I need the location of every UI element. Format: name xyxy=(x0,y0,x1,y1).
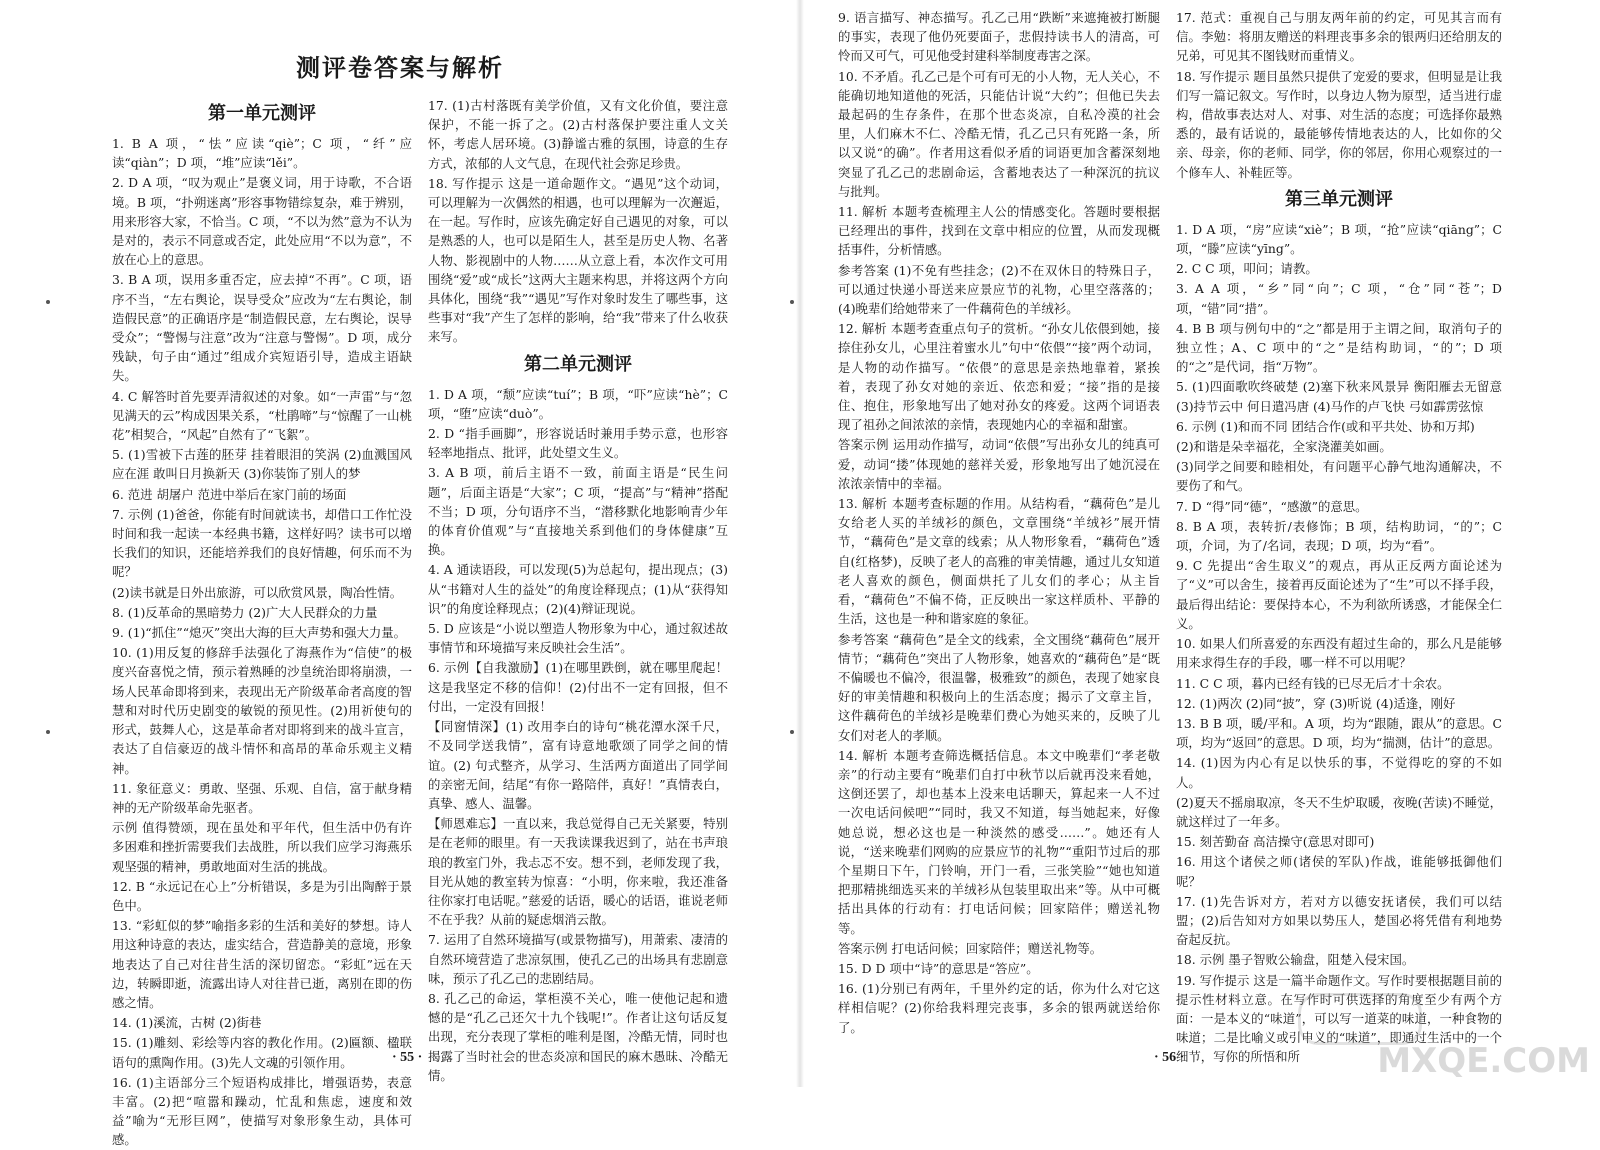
answer-item: 9. 语言描写、神态描写。孔乙己用“跌断”来遮掩被打断腿的事实，表现了他仍死要面子，悲假持读书人的清高，可怜而又可气，可见他受封建科举制度毒害之深。 xyxy=(838,10,1160,64)
answer-item: (2)夏天不摇扇取凉，冬天不生炉取暖，夜晚(苦读)不睡觉，就这样过了一年多。 xyxy=(1176,794,1502,829)
answer-item: 15. D D 项中“诗”的意思是“答应”。 xyxy=(838,960,1039,976)
answer-item: 9. (1)“抓住”“熄灭”突出大海的巨大声势和强大力量。 xyxy=(112,625,407,641)
answer-item: 1. D A 项，“颓”应读“tuí”；B 项，“吓”应读“hè”；C 项，“堕”应读“duò”。 xyxy=(428,386,728,421)
answer-item: 1. D A 项，“房”应读“xiè”；B 项，“抢”应读“qiāng”；C 项，“滕”应读“yīng”。 xyxy=(1176,221,1502,257)
right-column-2 xyxy=(1176,8,1502,1065)
answer-item: 11. 解析 本题考查梳理主人公的情感变化。答题时要根据已经理出的事件，找到在文章中相应的位置，从而发现概括事件，分析情感。 xyxy=(838,204,1160,258)
left-page xyxy=(0,0,800,1148)
answer-item: 10. 不矛盾。孔乙己是个可有可无的小人物，无人关心，不能确切地知道他的死活，只能估计说“大约”；但他已失去最起码的生存条件，在那个世态炎凉，自私冷漠的社会里，人们麻木不仁、冷酷无情，孔乙己只有死路一条，所以又说“的确”。作者用这看似矛盾的词语更加含蓄深刻地突显了孔乙己的悲剧命运，含蓄地表达了一种深沉的抗议与批判。 xyxy=(838,68,1160,199)
answer-item: 答案示例 打电话问候；回家陪伴；赠送礼物等。 xyxy=(838,940,1103,956)
answer-item: 3. A B 项，前后主语不一致，前面主语是“民生问题”，后面主语是“大家”；C 项，“提高”与“精神”搭配不当；D 项，分句语序不当，“潜移默化地影响青少年的体育价值观”与“直接地关系到他们的身体健康”互换。 xyxy=(428,465,728,558)
answer-item: 3. A A 项，“乡”同“向”；C 项，“仓”同“苍”；D 项，“错”同“措”。 xyxy=(1176,281,1502,316)
answer-item: 10. (1)用反复的修辞手法强化了海燕作为“信使”的极度兴奋喜悦之情，预示着熟睡的沙皇统治即将崩溃，一场人民革命即将到来，表现出无产阶级革命者高度的智慧和对时代历史剧变的敏锐的预见性。(2)用祈使句的形式，鼓舞人心，这是革命者对即将到来的战斗宣言，表达了自信豪迈的战斗情怀和高昂的革命乐观主义精神。 xyxy=(112,645,412,776)
answer-item: 17. 范式：重视自己与朋友两年前的约定，可见其言而有信。李勉：将朋友赠送的料理丧事多余的银两归还给朋友的兄弟，可见其不图钱财而重情义。 xyxy=(1176,10,1502,64)
answer-item: 参考答案 (1)不免有些挂念；(2)不在双休日的特殊日子，可以通过快递小哥送来应景应节的礼物，心里空落落的；(4)晚辈们给她带来了一件藕荷色的羊绒衫。 xyxy=(838,262,1160,317)
right-page xyxy=(800,0,1600,1087)
margin-dot xyxy=(46,300,50,304)
answer-item: 16. (1)分别已有两年，千里外约定的话，你为什么对它这样相信呢？(2)你给我料理完丧事，多余的银两就送给你了。 xyxy=(838,981,1160,1035)
page-number: · 56 · xyxy=(1154,1050,1185,1065)
left-column-2 xyxy=(428,96,728,1083)
answer-item: 15. (1)雕刻、彩绘等内容的教化作用。(2)匾额、楹联语句的熏陶作用。(3)先人文魂的引领作用。 xyxy=(112,1035,412,1070)
answer-item: 9. C 先提出“舍生取义”的观点，再从正反两方面论述为了“义”可以舍生，接着再反面论述为了“生”可以不择手段，最后得出结论：要保持本心，不为利欲所诱惑，才能保全仁义。 xyxy=(1176,558,1502,631)
answer-item: 7. D “得”同“德”，“感激”的意思。 xyxy=(1176,498,1368,514)
answer-item: 1. B A 项，“怯”应读“qiè”；C 项，“纤”应读“qiàn”；D 项，“堆”应读“lěi”。 xyxy=(112,136,412,171)
margin-dot xyxy=(790,300,794,304)
answer-item: 17. (1)古村落既有美学价值，又有文化价值，要注意保护，不能一拆了之。(2)古村落保护要注重人文关怀，考虑人居环境。(3)静谧古雅的氛围，诗意的生存方式，浓郁的人文气息，在现代社会弥足珍贵。 xyxy=(428,98,728,171)
watermark: MXQE.COM xyxy=(1377,1041,1590,1081)
answer-item: (2)和谐是朵幸福花，全家浇灌美如画。 xyxy=(1176,439,1392,455)
answer-item: 19. 写作提示 这是一篇半命题作文。写作时要根据题目前的提示性材料立意。在写作时可供选择的角度至少有两个方面：一是本义的“味道”，可以写一道菜的味道，一种食物的味道；二是比喻义或引申义的“味道”，即通过生活中的一个细节，写你的所悟和所 xyxy=(1176,972,1502,1065)
margin-dot xyxy=(790,730,794,734)
answer-item: 7. 运用了自然环境描写(或景物描写)，用萧索、凄清的自然环境营造了悲凉氛围，使孔乙己的出场具有悲剧意味，预示了孔乙己的悲剧结局。 xyxy=(428,932,728,986)
answer-item: 5. D 应该是“小说以塑造人物形象为中心，通过叙述故事情节和环境描写来反映社会生活”。 xyxy=(428,621,728,656)
answer-item: 13. “彩虹似的梦”喻指多彩的生活和美好的梦想。诗人用这种诗意的表达，虚实结合，营造静美的意境，形象地表达了自己对往昔生活的深切留恋。“彩虹”远在天边，转瞬即逝，流露出诗人对往昔已逝，离别在即的伤感之情。 xyxy=(112,918,412,1010)
answer-item: 2. D “指手画脚”，形容说话时兼用手势示意，也形容轻率地指点、批评，此处望文生义。 xyxy=(428,426,728,461)
answer-item: 7. 示例 (1)爸爸，你能有时间就读书，却借口工作忙没时间和我一起读一本经典书籍，这样好吗？读书可以增长我们的知识，还能培养我们的良好情趣，何乐而不为呢？ xyxy=(112,506,412,580)
answer-item: 16. (1)主语部分三个短语构成排比，增强语势，表意丰富。(2)把“喧嚣和躁动，忙乱和焦虑，速度和效益”喻为“无形巨网”，使描写对象形象生动，具体可感。 xyxy=(112,1074,412,1148)
answer-item: 3. B A 项，误用多重否定，应去掉“不再”。C 项，语序不当，“左右舆论，误导受众”应改为“左右舆论，制造假民意”的正确语序是“制造假民意，左右舆论，误导受众”；“警惕与注意”改为“注意与警惕”。D 项，成分残缺，句子由“通过”组成介宾短语引导，造成主语缺失。 xyxy=(112,272,412,384)
answer-item: 6. 示例【自我激励】(1)在哪里跌倒，就在哪里爬起！这是我坚定不移的信仰！(2)付出不一定有回报，但不付出，一定没有回报！ xyxy=(428,660,728,714)
answer-item: 18. 写作提示 题目虽然只提供了宠爱的要求，但明显是让我们写一篇记叙文。写作时，以身边人物为原型，适当进行虚构，借故事表达对人、对事、对生活的态度；可选择你最熟悉的，最有话说的，最能够传情地表达的人，比如你的父亲、母亲，你的老师、同学，你的邻居，你用心观察过的一个修车人、补鞋匠等。 xyxy=(1176,68,1502,180)
watermark-logo xyxy=(1298,993,1422,1045)
answer-item: 13. B B 项，暖/平和。A 项，均为“跟随，跟从”的意思。C 项，均为“返回”的意思。D 项，均为“揣测，估计”的意思。 xyxy=(1176,715,1502,751)
answer-item: 示例 值得赞颂，现在虽处和平年代，但生活中仍有许多困难和挫折需要我们去战胜，所以我们应学习海燕乐观坚强的精神，勇敢地面对生活的挑战。 xyxy=(112,820,412,874)
answer-item: 4. C 解答时首先要弄清叙述的对象。如“一声雷”与“忽见满天的云”构成因果关系，“杜鹃啼”与“惊醒了一山桃花”相契合，“风起”自然有了“飞絮”。 xyxy=(112,388,412,443)
answer-item: 15. 刻苦勤奋 高洁操守(意思对即可) xyxy=(1176,834,1375,850)
answer-item: 18. 写作提示 这是一道命题作文。“遇见”这个动词，可以理解为一次偶然的相遇，也可以理解为一次邂逅，在一起。写作时，应该先确定好自己遇见的对象，可以是熟悉的人，也可以是陌生人，甚至是历史人物、名著人物、影视剧中的人物……从立意上看，本次作文可用围绕“爱”或“成长”这两大主题来构思，并将这两个方向具体化，围绕“我”“遇见”写作对象时发生了哪些事，这些事对“我”产生了怎样的影响，给“我”带来了什么收获来写。 xyxy=(428,175,728,345)
answer-item: 4. B B 项与例句中的“之”都是用于主谓之间，取消句子的独立性；A、C 项中的“之”是结构助词，“的”；D 项的“之”是代词，指“万物”。 xyxy=(1176,320,1502,375)
answer-item: 【师恩难忘】一直以来，我总觉得自己无关紧要，特别是在老师的眼里。有一天我读课我迟到了，站在书声琅琅的教室门外，我忐忑不安。想不到，老师发现了我，目光从她的教室转为惊喜：“小明，你来啦，我还准备往你家打电话呢。”慈爱的话语，暖心的话语，谁说老师不在乎我？从前的疑虑烟消云散。 xyxy=(428,816,728,928)
answer-item: 14. (1)因为内心有足以快乐的事，不觉得吃的穿的不如人。 xyxy=(1176,755,1502,790)
answer-item: 14. 解析 本题考查筛选概括信息。本文中晚辈们“孝老敬亲”的行动主要有“晚辈们自打中秋节以后就再没来看她，这倒还罢了，却也基本上没来电话聊天，算起来一人不过一次电话问候吧”“同时，我又不知道，每当她起来，好像她总说，想必这也是一种淡然的感受……”。她还有人说，“送来晚辈们网购的应景应节的礼物”“重阳节过后的那个星期日下午，门铃响，开门一看，三张笑脸”“她也知道把那精挑细选买来的羊绒衫从包装里取出来”等。从中可概括出具体的行动有：打电话问候；回家陪伴；赠送礼物等。 xyxy=(838,747,1160,936)
answer-item: 8. 孔乙己的命运，掌柜漠不关心，唯一使他记起和遗憾的是“孔乙己还欠十九个钱呢!”。作者让这句话反复出现，充分表现了掌柜的唯利是图，冷酷无情，同时也揭露了当时社会的世态炎凉和国民的麻木愚昧、冷酷无情。 xyxy=(428,990,728,1083)
answer-item: 5. (1)四面歌吹终破楚 (2)塞下秋来风景异 衡阳雁去无留意 (3)持节云中 何日遣冯唐 (4)马作的卢飞快 弓如霹雳弦惊 xyxy=(1176,379,1502,414)
answer-item: 10. 如果人们所喜爱的东西没有超过生命的，那么凡是能够用来求得生存的手段，哪一样不可以用呢？ xyxy=(1176,636,1502,671)
answer-item: 6. 示例 (1)和而不同 团结合作(或和平共处、协和万邦) xyxy=(1176,418,1475,434)
answer-item: 答案示例 运用动作描写，动词“依偎”写出孙女儿的纯真可爱，动词“搂”体现她的慈祥关爱，形象地写出了她沉浸在浓浓亲情中的幸福。 xyxy=(838,437,1160,491)
answer-item: 17. (1)先告诉对方，若对方以德安抚诸侯，我们可以结盟；(2)后告知对方如果以势压人，楚国必将凭借有利地势奋起反抗。 xyxy=(1176,893,1502,948)
page-number: · 55 · xyxy=(392,1050,423,1065)
answer-item: 12. (1)两次 (2)同“披”，穿 (3)听说 (4)适逢，刚好 xyxy=(1176,695,1456,711)
answer-item: 6. 范进 胡屠户 范进中举后在家门前的场面 xyxy=(112,486,347,502)
answer-item: 16. 用这个诸侯之师(诸侯的军队)作战，谁能够抵御他们呢？ xyxy=(1176,854,1502,889)
answer-item: 2. C C 项，叩问；请教。 xyxy=(1176,261,1318,277)
answer-item: 13. 解析 本题考查标题的作用。从结构看，“藕荷色”是儿女给老人买的羊绒衫的颜色，文章围绕“羊绒衫”展开情节，“藕荷色”是文章的线索；从人物形象看，“藕荷色”透自(红格梦)，反映了老人的高雅的审美情趣，通过儿女知道老人喜欢的颜色，侧面烘托了儿女们的孝心；从主旨看，“藕荷色”不偏不倚，正反映出一家这样质朴、平静的生活，这也是一种和谐家庭的象征。 xyxy=(838,496,1160,627)
answer-item: 【同窗情深】(1) 改用李白的诗句“桃花潭水深千尺，不及同学送我情”，富有诗意地歌颂了同学之间的情谊。(2) 句式整齐，从学习、生活两方面道出了同学间的亲密无间，结尾“有你一路陪伴，真好！”真情表白，真挚、感人、温馨。 xyxy=(428,719,728,811)
answer-item: 14. (1)溪流，古树 (2)街巷 xyxy=(112,1015,262,1031)
answer-item: 11. 象征意义：勇敢、坚强、乐观、自信，富于献身精神的无产阶级革命先驱者。 xyxy=(112,780,412,815)
answer-item: 5. (1)雪被下古莲的胚芽 挂着眼泪的笑涡 (2)血溅国风应在涯 敢叫日月换新天 (3)你装饰了别人的梦 xyxy=(112,447,412,482)
answer-item: 4. A 通读语段，可以发现(5)为总起句，提出现点；(3)从“书籍对人生的益处”的角度诠释现点；(1)从“获得知识”的角度诠释现点；(2)(4)辩证现说。 xyxy=(428,562,728,616)
answer-item: 8. (1)反革命的黑暗势力 (2)广大人民群众的力量 xyxy=(112,604,378,620)
margin-dot xyxy=(46,730,50,734)
answer-item: 8. B A 项，表转折/表修饰；B 项，结构助词，“的”；C 项，介词，为了/名词，表现；D 项，均为“看”。 xyxy=(1176,518,1502,554)
answer-item: 12. 解析 本题考查重点句子的赏析。“孙女儿依偎到她，接捺住孙女儿，心里注着蜜水儿”句中“依偎”“接”两个动词，是人物的动作描写。“依偎”的意思是亲热地靠着，紧挨着，表现了孙女对她的亲近、依恋和爱；“接”指的是接住、抱住，形象地写出了她对孙女的疼爱。这两个词语表现了祖孙之间浓浓的亲情，表现她内心的幸福和甜蜜。 xyxy=(838,321,1160,433)
answer-item: 2. D A 项，“叹为观止”是褒义词，用于诗歌，不合语境。B 项，“扑朔迷离”形容事物错综复杂，难于辨别，用来形容大家，不恰当。C 项，“不以为然”意为不认为是对的，表示不同意或否定，此处应用“不以为意”，不放在心上的意思。 xyxy=(112,175,412,268)
section-heading: 第三单元测评 xyxy=(1285,188,1393,210)
answer-item: 18. 示例 墨子智败公输盘，阻楚入侵宋国。 xyxy=(1176,952,1415,968)
section-heading: 第一单元测评 xyxy=(208,103,316,124)
section-heading: 第二单元测评 xyxy=(524,353,632,375)
right-column-1 xyxy=(838,8,1160,1048)
answer-item: 参考答案 “藕荷色”是全文的线索，全文围绕“藕荷色”展开情节；“藕荷色”突出了人物形象，她喜欢的“藕荷色”是“既不偏暖也不偏冷，很温馨，极雅致”的颜色，表现了她家良好的审美情趣和积极向上的生活态度；揭示了文章主旨，这件藕荷色的羊绒衫是晚辈们费心为她买来的，反映了儿女们对老人的孝顺。 xyxy=(838,631,1160,743)
answer-item: 11. C C 项，暮内已经有钱的已尽无后才十余农。 xyxy=(1176,675,1450,691)
answer-item: 12. B “永远记在心上”分析错误，多是为引出陶醉于景色中。 xyxy=(112,878,412,913)
answer-item: (2)读书就是日外出旅游，可以欣赏风景，陶冶性情。 xyxy=(112,584,403,600)
document-title: 测评卷答案与解析 xyxy=(296,54,504,82)
answer-item: (3)同学之间要和睦相处，有问题平心静气地沟通解决，不要伤了和气。 xyxy=(1176,459,1502,494)
